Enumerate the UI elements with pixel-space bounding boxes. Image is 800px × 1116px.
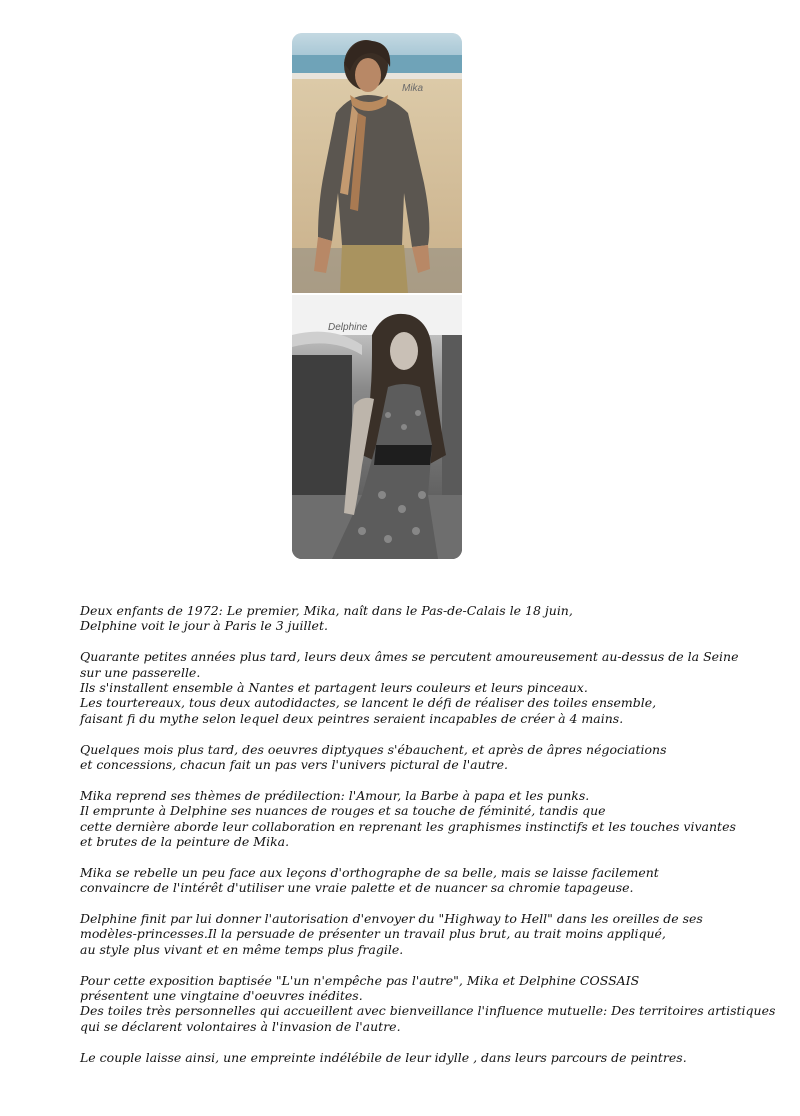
paragraph <box>80 911 785 957</box>
text-line: faisant fi du mythe selon lequel deux peintres seraient incapables de créer à 4 mains. <box>80 710 624 726</box>
text-line: Ils s'installent ensemble à Nantes et partagent leurs couleurs et leurs pinceaux. <box>80 680 588 696</box>
text-line: Mika se rebelle un peu face aux leçons d'orthographe de sa belle, mais se laisse facilement <box>80 864 659 880</box>
text-line: sur une passerelle. <box>80 664 201 680</box>
text-line: présentent une vingtaine d'oeuvres inédites. <box>80 988 363 1004</box>
paragraph <box>80 742 785 773</box>
text-line: Deux enfants de 1972: Le premier, Mika, naît dans le Pas-de-Calais le 18 juin, <box>80 603 573 618</box>
text-line: et brutes de la peinture de Mika. <box>80 834 290 850</box>
text-line: et concessions, chacun fait un pas vers l'univers pictural de l'autre. <box>80 757 509 773</box>
text-line: Delphine finit par lui donner l'autorisation d'envoyer du "Highway to Hell" dans les oreilles de ses <box>80 911 703 927</box>
text-line: Quarante petites années plus tard, leurs deux âmes se percutent amoureusement au-dessus de la Seine <box>80 649 739 665</box>
text-line: Quelques mois plus tard, des oeuvres diptyques s'ébauchent, et après de âpres négociations <box>80 741 667 757</box>
text-line: Delphine voit le jour à Paris le 3 juillet. <box>80 618 328 634</box>
text-line: qui se déclarent volontaires à l'invasion de l'autre. <box>80 1018 401 1034</box>
text-line: Pour cette exposition baptisée "L'un n'empêche pas l'autre", Mika et Delphine COSSAIS <box>80 972 640 988</box>
mika-photo <box>292 33 462 293</box>
paragraph <box>80 788 785 850</box>
biography-text <box>80 603 785 1065</box>
text-line: Le couple laisse ainsi, une empreinte indélébile de leur idylle , dans leurs parcours de peintres. <box>80 1049 687 1065</box>
text-line: Mika reprend ses thèmes de prédilection: l'Amour, la Barbe à papa et les punks. <box>80 787 590 803</box>
mika-caption: Mika <box>402 83 424 94</box>
paragraph <box>80 603 785 634</box>
text-line: Des toiles très personnelles qui accueillent avec bienveillance l'influence mutuelle: Des territoires artistiques <box>80 1003 776 1019</box>
delphine-photo <box>292 295 462 559</box>
paragraph <box>80 649 785 726</box>
text-line: modèles-princesses.Il la persuade de présenter un travail plus brut, au trait moins appliqué, <box>80 926 666 942</box>
text-line: Il emprunte à Delphine ses nuances de rouges et sa touche de féminité, tandis que <box>80 803 606 819</box>
text-line: cette dernière aborde leur collaboration en reprenant les graphismes instinctifs et les touches vivantes <box>80 818 736 834</box>
paragraph <box>80 1050 785 1065</box>
paragraph <box>80 865 785 896</box>
text-line: au style plus vivant et en même temps plus fragile. <box>80 941 404 957</box>
delphine-caption: Delphine <box>328 322 368 333</box>
paragraph <box>80 973 785 1035</box>
text-line: Les tourtereaux, tous deux autodidactes, se lancent le défi de réaliser des toiles ensemble, <box>80 695 657 711</box>
text-line: convaincre de l'intérêt d'utiliser une vraie palette et de nuancer sa chromie tapageuse. <box>80 880 634 896</box>
artist-photos <box>292 33 462 559</box>
